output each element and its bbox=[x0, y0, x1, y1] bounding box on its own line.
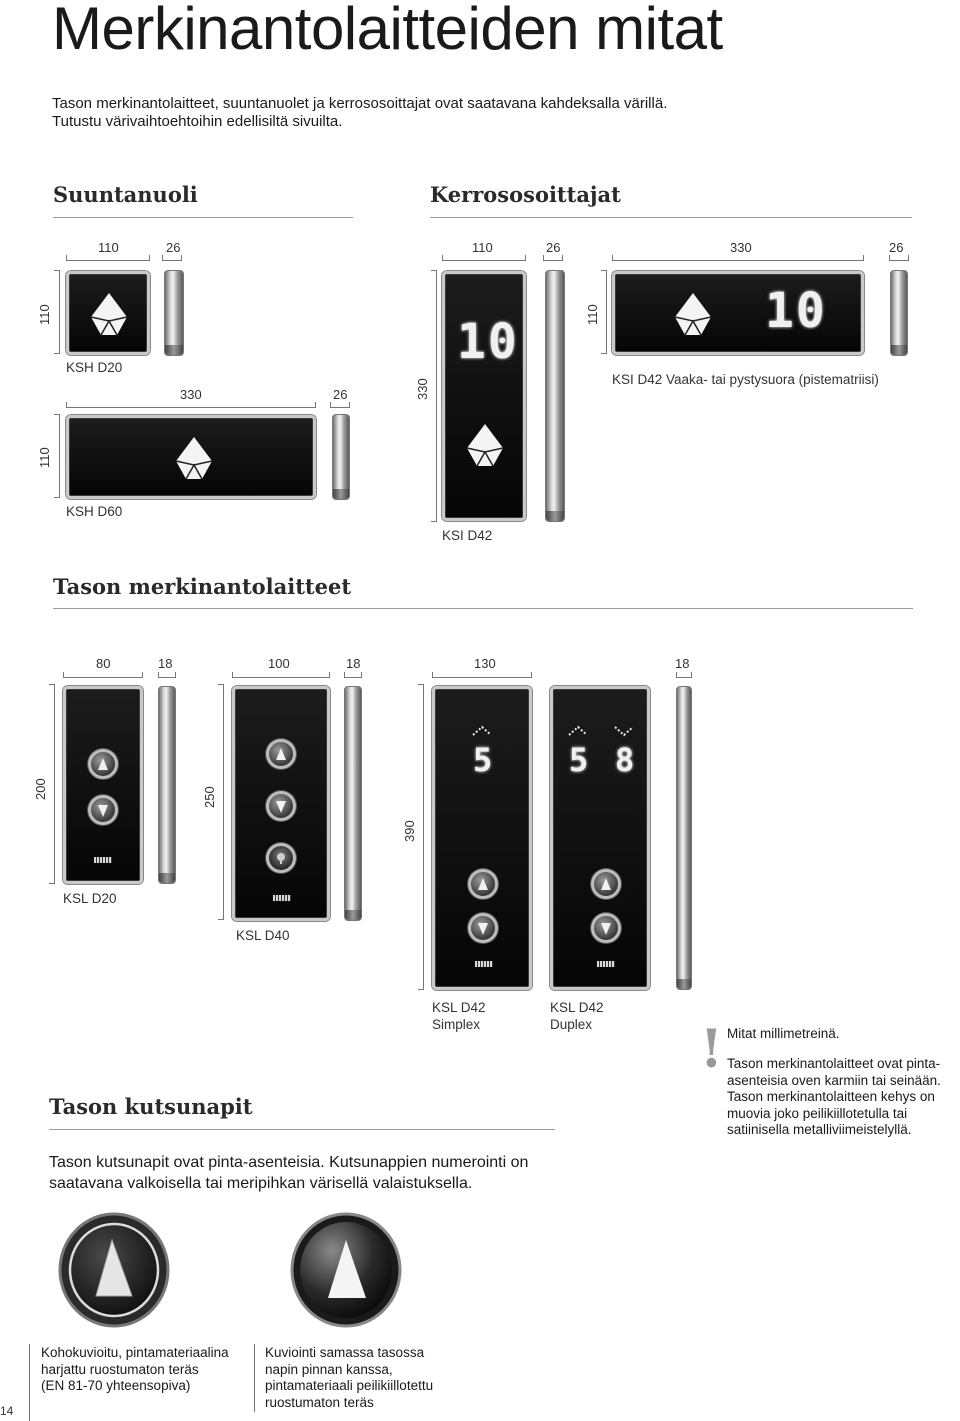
section-heading-kutsunapit: Tason kutsunapit bbox=[49, 1094, 253, 1119]
dimension-line bbox=[442, 255, 526, 261]
dimension-line bbox=[218, 684, 224, 920]
up-arrow-icon bbox=[266, 739, 296, 769]
ksh-d60-device bbox=[66, 415, 316, 499]
dimension-line bbox=[54, 270, 60, 354]
dimension-line bbox=[431, 270, 437, 522]
mounting-note: Tason merkinantolaitteet ovat pinta-asenteisia oven karmiin tai seinään. Tason merkinantolaitteen kehys on muovia joko peilikiillotetulla tai satiinisella metalliviimeistelyllä. bbox=[727, 1056, 941, 1137]
floor-digit: 5 bbox=[569, 741, 591, 779]
speaker-grille bbox=[273, 895, 291, 901]
dimension-line bbox=[344, 672, 362, 678]
dimension-line bbox=[432, 672, 532, 678]
ksi-d42-side bbox=[545, 270, 565, 522]
ksh-d20-device bbox=[66, 271, 150, 355]
intro-text: Tason merkinantolaitteet, suuntanuolet ja kerrososoittajat ovat saatavana kahdeksalla värillä. Tutustu värivaihtoehtoihin edellisiltä sivuilta. bbox=[52, 95, 668, 130]
dimension-line bbox=[543, 255, 563, 261]
ksh-d60-side bbox=[332, 414, 350, 500]
section-rule bbox=[53, 217, 353, 218]
call-button-flush-icon bbox=[288, 1212, 404, 1328]
ksh-d60-label: KSH D60 bbox=[66, 504, 123, 519]
section-rule bbox=[53, 608, 913, 609]
diamond-arrow-icon bbox=[174, 435, 214, 481]
up-arrow-icon bbox=[468, 869, 498, 899]
key-switch-icon bbox=[266, 843, 296, 873]
down-arrow-icon bbox=[266, 791, 296, 821]
section-heading-tason-merkinantolaitteet: Tason merkinantolaitteet bbox=[53, 574, 352, 599]
down-arrow-icon bbox=[88, 795, 118, 825]
ksl-d20-device bbox=[63, 686, 143, 884]
floor-digits: 10 bbox=[457, 314, 519, 370]
dim-width: 130 bbox=[474, 656, 496, 671]
down-arrow-icon bbox=[468, 913, 498, 943]
exclamation-icon: ! bbox=[700, 1019, 723, 1080]
down-arrow-icon bbox=[591, 913, 621, 943]
dim-height: 250 bbox=[202, 786, 217, 808]
dimension-line bbox=[63, 672, 143, 678]
caption-flush: Kuviointi samassa tasossa napin pinnan kanssa, pintamateriaali peilikiillotettu ruostumaton teräs bbox=[265, 1345, 434, 1410]
dimension-line bbox=[330, 402, 350, 408]
ksh-d20-label: KSH D20 bbox=[66, 360, 123, 375]
dim-width: 100 bbox=[268, 656, 290, 671]
dim-width: 330 bbox=[730, 240, 752, 255]
section-heading-suuntanuoli: Suuntanuoli bbox=[53, 182, 198, 207]
ksl-d42-simplex-label: KSL D42 Simplex bbox=[432, 1000, 486, 1032]
dimension-line bbox=[49, 684, 55, 884]
ksh-d20-side bbox=[164, 270, 184, 356]
dim-height: 330 bbox=[415, 378, 430, 400]
ksl-d40-label: KSL D40 bbox=[236, 928, 290, 943]
ksl-d42-side bbox=[676, 686, 692, 990]
dimension-line bbox=[66, 255, 150, 261]
page-title: Merkinantolaitteiden mitat bbox=[52, 0, 723, 62]
dim-depth: 26 bbox=[889, 240, 904, 255]
dimension-line bbox=[418, 684, 424, 990]
ksl-d42-duplex-label: KSL D42 Duplex bbox=[550, 1000, 604, 1032]
dim-height: 110 bbox=[37, 304, 52, 325]
ksl-d40-device bbox=[232, 686, 330, 921]
dim-depth: 18 bbox=[675, 656, 690, 671]
diamond-arrow-icon bbox=[673, 291, 713, 337]
dim-height: 200 bbox=[33, 778, 48, 800]
dimension-line bbox=[676, 672, 692, 678]
speaker-grille bbox=[475, 961, 493, 967]
dim-depth: 18 bbox=[158, 656, 173, 671]
units-note: Mitat millimetreinä. bbox=[727, 1026, 840, 1041]
ksi-d42-horizontal-label: KSI D42 Vaaka- tai pystysuora (pistematriisi) bbox=[612, 372, 879, 387]
kutsunapit-body: Tason kutsunapit ovat pinta-asenteisia. Kutsunappien numerointi on saatavana valkoisella tai meripihkan värisellä valaistuksella. bbox=[49, 1154, 529, 1192]
ksl-d20-label: KSL D20 bbox=[63, 891, 117, 906]
ksl-d20-side bbox=[158, 686, 176, 884]
section-rule bbox=[430, 217, 912, 218]
speaker-grille bbox=[597, 961, 615, 967]
caption-divider bbox=[254, 1344, 255, 1412]
ksl-d42-simplex-device bbox=[432, 686, 532, 990]
dim-width: 110 bbox=[472, 240, 493, 255]
chevron-up-icon bbox=[567, 725, 589, 737]
dimension-line bbox=[601, 270, 607, 354]
dim-height: 390 bbox=[402, 820, 417, 842]
caption-embossed: Kohokuvioitu, pintamateriaalina harjattu ruostumaton teräs (EN 81-70 yhteensopiva) bbox=[41, 1345, 229, 1393]
dim-depth: 26 bbox=[546, 240, 561, 255]
dimension-line bbox=[66, 402, 316, 408]
dimension-line bbox=[232, 672, 330, 678]
floor-digit: 8 bbox=[615, 741, 637, 779]
dimension-line bbox=[54, 414, 60, 498]
floor-digit: 5 bbox=[473, 741, 495, 779]
ksl-d42-duplex-device bbox=[550, 686, 650, 990]
up-arrow-icon bbox=[591, 869, 621, 899]
section-rule bbox=[49, 1129, 555, 1130]
page-number: 14 bbox=[0, 1404, 14, 1418]
ksi-d42-horizontal-device bbox=[612, 271, 864, 355]
dimension-line bbox=[889, 255, 909, 261]
dim-width: 330 bbox=[180, 387, 202, 402]
dimension-line bbox=[612, 255, 864, 261]
dim-width: 110 bbox=[98, 240, 119, 255]
caption-divider bbox=[29, 1344, 30, 1421]
call-button-embossed-icon bbox=[56, 1212, 172, 1328]
dimension-line bbox=[162, 255, 182, 261]
dim-depth: 18 bbox=[346, 656, 361, 671]
diamond-arrow-icon bbox=[89, 291, 129, 337]
dimension-line bbox=[158, 672, 176, 678]
ksi-d42-horizontal-side bbox=[890, 270, 908, 356]
ksi-d42-label: KSI D42 bbox=[442, 528, 493, 543]
dim-depth: 26 bbox=[166, 240, 181, 255]
dim-height: 110 bbox=[37, 447, 52, 468]
ksi-d42-device bbox=[442, 271, 526, 521]
floor-digits: 10 bbox=[765, 283, 827, 339]
dim-height: 110 bbox=[585, 304, 600, 325]
diamond-arrow-icon bbox=[465, 422, 505, 468]
up-arrow-icon bbox=[88, 749, 118, 779]
speaker-grille bbox=[94, 857, 112, 863]
ksl-d40-side bbox=[344, 686, 362, 921]
chevron-down-icon bbox=[613, 725, 635, 737]
dim-depth: 26 bbox=[333, 387, 348, 402]
section-heading-kerrososoittajat: Kerrososoittajat bbox=[430, 182, 621, 207]
dim-width: 80 bbox=[96, 656, 111, 671]
chevron-up-icon bbox=[471, 725, 493, 737]
